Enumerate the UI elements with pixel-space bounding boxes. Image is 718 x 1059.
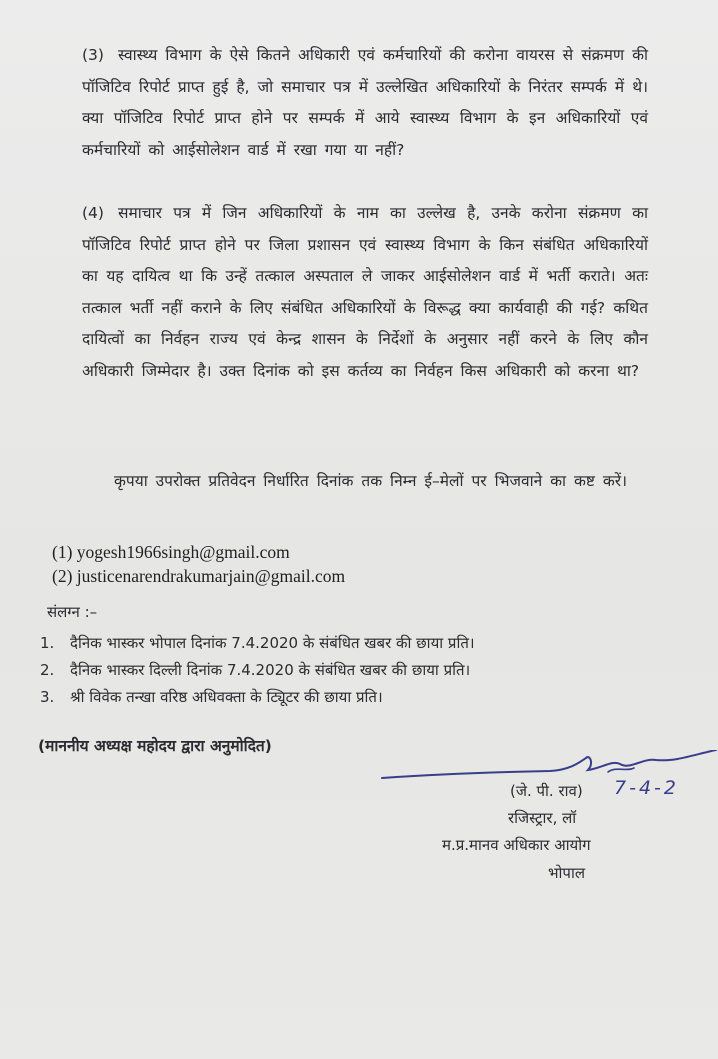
enclosures-title: संलग्न :– (47, 603, 98, 621)
signatory-name: (जे. पी. राव) (510, 782, 583, 800)
enclosure-number: 1. (40, 634, 55, 652)
enclosure-item (40, 630, 475, 657)
email-item-2: (2) justicenarendrakumarjain@gmail.com (52, 566, 346, 586)
signatory-designation: रजिस्ट्रार, लॉ (508, 809, 577, 827)
paragraph-3 (82, 40, 648, 166)
approval-note: (माननीय अध्यक्ष महोदय द्वारा अनुमोदित) (38, 737, 272, 755)
enclosure-text: दैनिक भास्कर दिल्ली दिनांक 7.4.2020 के संबंधित खबर की छाया प्रति। (70, 661, 471, 679)
signature-block (380, 750, 718, 900)
email-list (52, 540, 345, 588)
paragraph-4-text: समाचार पत्र में जिन अधिकारियों के नाम का उल्लेख है, उनके करोना संक्रमण का पॉजिटिव रिपोर्ट प्राप्त होने पर जिला प्रशासन एवं स्वास्थ्य विभाग के किन संबंधित अधिकारियों का यह दायित्व था कि उन्हें तत्काल अस्पताल ले जाकर आईसोलेशन वार्ड में भर्ती कराते। अतः तत्काल भर्ती नहीं कराने के लिए संबंधित अधिकारियों के विरूद्ध क्या कार्यवाही की गई? कथित दायित्वों का निर्वहन राज्य एवं केन्द्र शासन के निर्देशों के अनुसार नहीं करने के लिए कौन अधिकारी जिम्मेदार है। उक्त दिनांक को इस कर्तव्य का निर्वहन किस अधिकारी को करना था? (82, 204, 648, 380)
enclosure-text: दैनिक भास्कर भोपाल दिनांक 7.4.2020 के संबंधित खबर की छाया प्रति। (70, 634, 475, 652)
paragraph-3-number: (3) (82, 46, 104, 64)
enclosure-number: 3. (40, 688, 55, 706)
paragraph-4 (82, 198, 648, 387)
handwritten-date: 7-4-2 (614, 777, 679, 799)
enclosure-number: 2. (40, 661, 55, 679)
enclosure-item (40, 657, 475, 684)
enclosure-text: श्री विवेक तन्खा वरिष्ठ अधिवक्ता के ट्यिूटर की छाया प्रति। (70, 688, 383, 706)
request-paragraph: कृपया उपरोक्त प्रतिवेदन निर्धारित दिनांक तक निम्न ई–मेलों पर भिजवाने का कष्ट करें। (114, 472, 627, 490)
signatory-organization: म.प्र.मानव अधिकार आयोग (442, 836, 591, 854)
paragraph-4-number: (4) (82, 204, 104, 222)
enclosures-list (40, 630, 475, 711)
enclosure-item (40, 684, 475, 711)
signatory-city: भोपाल (548, 864, 586, 882)
paragraph-3-text: स्वास्थ्य विभाग के ऐसे कितने अधिकारी एवं कर्मचारियों की करोना वायरस से संक्रमण की पॉजिटिव रिपोर्ट प्राप्त हुई है, जो समाचार पत्र में उल्लेखित अधिकारियों के निरंतर सम्पर्क में थे। क्या पॉजिटिव रिपोर्ट प्राप्त होने पर सम्पर्क में आये स्वास्थ्य विभाग के इन अधिकारियों एवं कर्मचारियों को आईसोलेशन वार्ड में रखा गया या नहीं? (82, 46, 648, 159)
email-item-1: (1) yogesh1966singh@gmail.com (52, 542, 290, 562)
